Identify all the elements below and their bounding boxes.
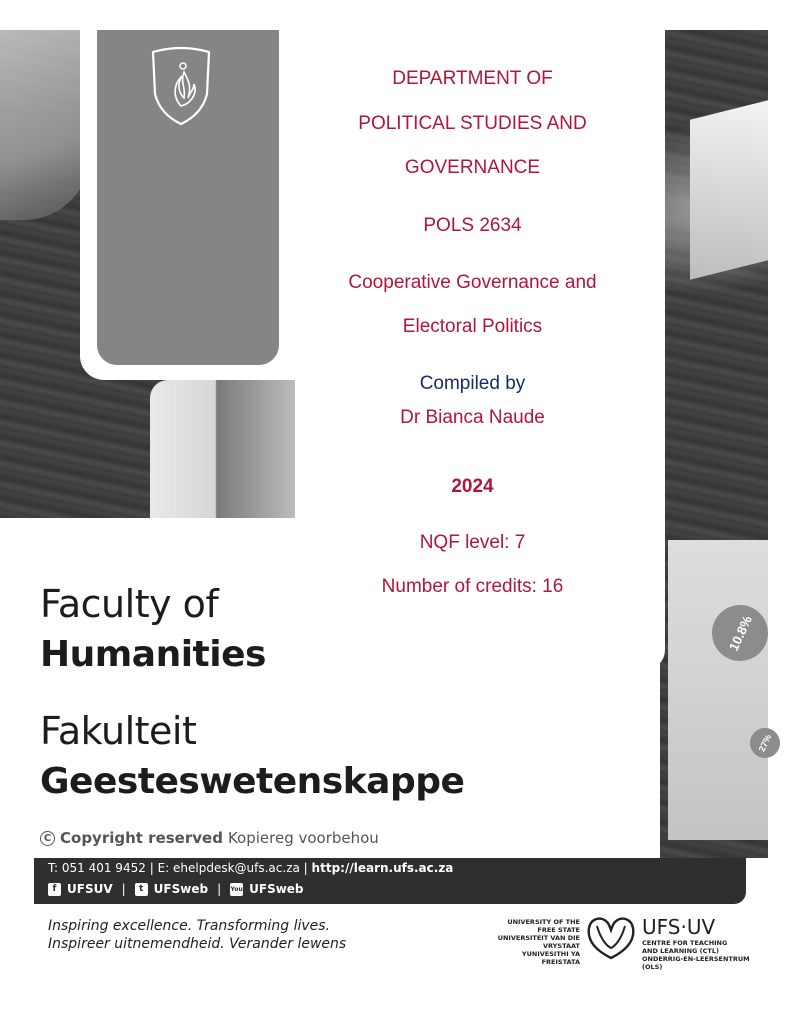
compiled-by-label: Compiled by — [419, 373, 526, 394]
copyright-notice — [40, 829, 379, 847]
year: 2024 — [451, 476, 494, 497]
separator: | — [217, 882, 222, 896]
youtube-link[interactable]: UFSweb — [249, 882, 304, 896]
university-name-line: UNIVERSITY OF THE — [507, 918, 580, 926]
faculty-af-line-2: Geesteswetenskappe — [40, 761, 465, 802]
phone: T: 051 401 9452 — [48, 861, 146, 875]
credits: Number of credits: 16 — [381, 576, 564, 597]
twitter-link[interactable]: UFSweb — [153, 882, 209, 896]
tagline-en: Inspiring excellence. Transforming lives. — [48, 918, 330, 934]
twitter-icon: t — [135, 883, 148, 896]
ctl-name-line: CENTRE FOR TEACHING — [642, 939, 728, 947]
ufs-uv-logo-icon — [585, 912, 637, 962]
website-link[interactable]: http://learn.ufs.ac.za — [311, 861, 454, 875]
contact-footer-bar — [34, 858, 746, 904]
university-name-line: YUNIVESITHI YA — [521, 950, 580, 958]
faculty-en-line-2: Humanities — [40, 634, 266, 675]
module-code: POLS 2634 — [423, 215, 522, 236]
ufs-uv-brand: UFS·UV — [642, 915, 716, 939]
social-links — [48, 882, 304, 896]
photo-paper — [690, 100, 768, 279]
copyright-icon: C — [40, 831, 55, 846]
university-name-line: UNIVERSITEIT VAN DIE — [497, 934, 580, 942]
photo-book — [150, 380, 295, 520]
youtube-icon: You — [230, 883, 243, 896]
contact-line — [48, 861, 453, 875]
faculty-af-line-1: Fakulteit — [40, 709, 197, 753]
tagline-af: Inspireer uitnemendheid. Verander lewens — [48, 936, 347, 952]
university-name-line: FREISTATA — [541, 958, 580, 966]
department-line-3: GOVERNANCE — [404, 157, 541, 178]
ufs-shield-icon — [150, 46, 212, 126]
photo-map-paper — [668, 540, 768, 840]
compiler-name: Dr Bianca Naude — [400, 407, 545, 428]
copyright-af: Kopiereg voorbehou — [227, 829, 379, 847]
ctl-name-line: (OLS) — [642, 963, 663, 971]
department-line-2: POLITICAL STUDIES AND — [358, 113, 587, 134]
university-name-line: VRYSTAAT — [543, 942, 580, 950]
university-names — [470, 918, 580, 966]
module-title-line-1: Cooperative Governance and — [348, 272, 597, 293]
facebook-icon: f — [48, 883, 61, 896]
separator: | — [149, 861, 154, 875]
separator: | — [303, 861, 308, 875]
copyright-reserved: Copyright reserved — [60, 829, 223, 847]
ctl-name-line: AND LEARNING (CTL) — [642, 947, 719, 955]
facebook-link[interactable]: UFSUV — [67, 882, 113, 896]
department-line-1: DEPARTMENT OF — [392, 68, 553, 89]
module-title-line-2: Electoral Politics — [402, 316, 543, 337]
photo-badge-small: 27% — [745, 723, 785, 763]
nqf-level: NQF level: 7 — [419, 532, 526, 553]
ctl-name — [642, 939, 750, 971]
email-link[interactable]: E: ehelpdesk@ufs.ac.za — [157, 861, 300, 875]
separator: | — [121, 882, 126, 896]
photo-badge-large: 10.8% — [703, 596, 777, 670]
university-name-line: FREE STATE — [537, 926, 580, 934]
faculty-en-line-1: Faculty of — [40, 582, 219, 626]
ctl-name-line: ONDERRIG-EN-LEERSENTRUM — [642, 955, 750, 963]
